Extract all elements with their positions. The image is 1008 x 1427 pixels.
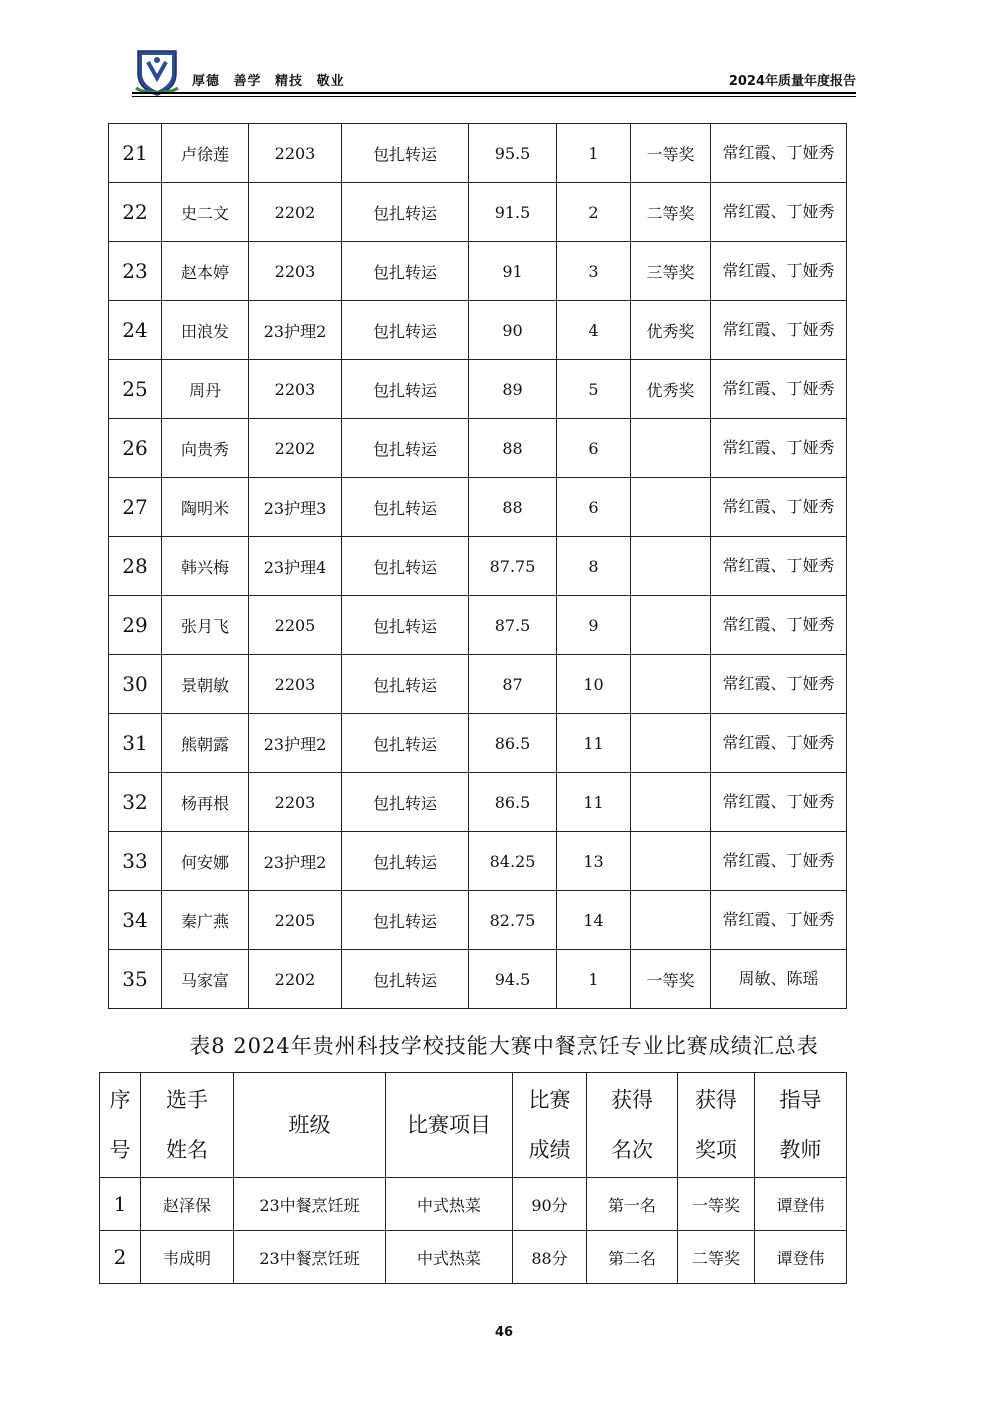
cell-class: 23中餐烹饪班 (234, 1231, 386, 1284)
cooking-results-table (99, 1072, 847, 1284)
page-number: 46 (494, 1325, 514, 1340)
cell-award: 优秀奖 (631, 301, 711, 360)
header-score: 比赛成绩 (513, 1073, 587, 1178)
cell-award (631, 596, 711, 655)
cell-score: 95.5 (469, 124, 557, 183)
cell-project: 包扎转运 (342, 301, 469, 360)
cell-score: 86.5 (469, 773, 557, 832)
cell-class: 2202 (249, 419, 342, 478)
cell-class: 2205 (249, 596, 342, 655)
table-row (109, 537, 847, 596)
cell-name: 周丹 (162, 360, 249, 419)
cell-rank: 第一名 (587, 1178, 678, 1231)
cell-award (631, 773, 711, 832)
cell-no: 21 (109, 124, 162, 183)
cell-award: 一等奖 (631, 950, 711, 1009)
cell-score: 82.75 (469, 891, 557, 950)
cell-no: 23 (109, 242, 162, 301)
cell-project: 包扎转运 (342, 891, 469, 950)
cooking-results-body (100, 1178, 847, 1284)
cell-teacher: 常红霞、丁娅秀 (711, 301, 847, 360)
cell-rank: 9 (557, 596, 631, 655)
table-row (109, 655, 847, 714)
header-name: 选手姓名 (141, 1073, 234, 1178)
table-row (109, 183, 847, 242)
cell-award: 优秀奖 (631, 360, 711, 419)
cell-project: 包扎转运 (342, 655, 469, 714)
cell-no: 35 (109, 950, 162, 1009)
report-title: 2024年质量年度报告 (728, 74, 856, 89)
cell-no: 26 (109, 419, 162, 478)
table-row (109, 301, 847, 360)
cell-name: 杨再根 (162, 773, 249, 832)
table-caption: 表8 2024年贵州科技学校技能大赛中餐烹饪专业比赛成绩汇总表 (189, 1034, 819, 1058)
cell-name: 何安娜 (162, 832, 249, 891)
header-project: 比赛项目 (386, 1073, 513, 1178)
table-row (109, 242, 847, 301)
cell-name: 熊朝露 (162, 714, 249, 773)
cell-rank: 1 (557, 124, 631, 183)
cell-score: 88 (469, 419, 557, 478)
cell-score: 86.5 (469, 714, 557, 773)
header-rule (132, 92, 856, 94)
cell-teacher: 常红霞、丁娅秀 (711, 773, 847, 832)
cell-teacher: 谭登伟 (755, 1231, 847, 1284)
cell-name: 赵本婷 (162, 242, 249, 301)
cell-rank: 6 (557, 419, 631, 478)
cell-project: 包扎转运 (342, 537, 469, 596)
cell-project: 中式热菜 (386, 1178, 513, 1231)
page-header (132, 48, 856, 98)
table-row (109, 773, 847, 832)
cell-name: 赵泽保 (141, 1178, 234, 1231)
header-class: 班级 (234, 1073, 386, 1178)
cell-teacher: 常红霞、丁娅秀 (711, 596, 847, 655)
table-row (109, 360, 847, 419)
cell-rank: 1 (557, 950, 631, 1009)
cell-score: 87.5 (469, 596, 557, 655)
table-row (109, 596, 847, 655)
cell-teacher: 常红霞、丁娅秀 (711, 419, 847, 478)
cell-teacher: 常红霞、丁娅秀 (711, 360, 847, 419)
cell-teacher: 周敏、陈瑶 (711, 950, 847, 1009)
cell-score: 94.5 (469, 950, 557, 1009)
table-row (109, 950, 847, 1009)
cell-class: 2203 (249, 360, 342, 419)
cell-project: 包扎转运 (342, 478, 469, 537)
cell-name: 韦成明 (141, 1231, 234, 1284)
cell-name: 马家富 (162, 950, 249, 1009)
cell-no: 1 (100, 1178, 141, 1231)
cell-rank: 10 (557, 655, 631, 714)
cell-no: 28 (109, 537, 162, 596)
cell-teacher: 常红霞、丁娅秀 (711, 714, 847, 773)
cell-score: 87 (469, 655, 557, 714)
cell-no: 34 (109, 891, 162, 950)
table-row (100, 1178, 847, 1231)
cell-score: 89 (469, 360, 557, 419)
cell-project: 包扎转运 (342, 773, 469, 832)
cell-teacher: 常红霞、丁娅秀 (711, 891, 847, 950)
cell-award (631, 537, 711, 596)
cell-class: 23护理2 (249, 714, 342, 773)
table-row (109, 832, 847, 891)
cell-rank: 8 (557, 537, 631, 596)
cell-award (631, 419, 711, 478)
cell-class: 23护理2 (249, 832, 342, 891)
cell-name: 史二文 (162, 183, 249, 242)
cell-score: 88分 (513, 1231, 587, 1284)
cell-award (631, 714, 711, 773)
header-no: 序号 (100, 1073, 141, 1178)
table-row (100, 1231, 847, 1284)
cell-rank: 11 (557, 773, 631, 832)
cell-score: 91 (469, 242, 557, 301)
table-header-row (100, 1073, 847, 1178)
cell-class: 2202 (249, 183, 342, 242)
cell-class: 23护理2 (249, 301, 342, 360)
cell-class: 23护理3 (249, 478, 342, 537)
cell-score: 91.5 (469, 183, 557, 242)
nursing-results-table (108, 123, 847, 1009)
cell-project: 包扎转运 (342, 419, 469, 478)
cell-teacher: 谭登伟 (755, 1178, 847, 1231)
school-logo-icon (134, 48, 180, 96)
cell-name: 田浪发 (162, 301, 249, 360)
table-row (109, 478, 847, 537)
cell-award: 二等奖 (678, 1231, 755, 1284)
cell-no: 27 (109, 478, 162, 537)
cell-name: 向贵秀 (162, 419, 249, 478)
table-row (109, 714, 847, 773)
cell-score: 87.75 (469, 537, 557, 596)
cell-rank: 13 (557, 832, 631, 891)
cell-award: 一等奖 (631, 124, 711, 183)
cell-score: 84.25 (469, 832, 557, 891)
cell-no: 25 (109, 360, 162, 419)
header-rank: 获得名次 (587, 1073, 678, 1178)
cell-rank: 5 (557, 360, 631, 419)
cell-project: 包扎转运 (342, 832, 469, 891)
cell-class: 2203 (249, 124, 342, 183)
cell-rank: 6 (557, 478, 631, 537)
cell-class: 2203 (249, 655, 342, 714)
cell-class: 23护理4 (249, 537, 342, 596)
cell-rank: 3 (557, 242, 631, 301)
cell-award: 二等奖 (631, 183, 711, 242)
cell-rank: 第二名 (587, 1231, 678, 1284)
cell-no: 29 (109, 596, 162, 655)
cell-no: 24 (109, 301, 162, 360)
cell-class: 23中餐烹饪班 (234, 1178, 386, 1231)
cell-no: 30 (109, 655, 162, 714)
cell-project: 包扎转运 (342, 242, 469, 301)
cell-award (631, 832, 711, 891)
cell-teacher: 常红霞、丁娅秀 (711, 832, 847, 891)
cell-project: 包扎转运 (342, 360, 469, 419)
cell-award: 三等奖 (631, 242, 711, 301)
cell-name: 景朝敏 (162, 655, 249, 714)
cell-no: 2 (100, 1231, 141, 1284)
cell-project: 包扎转运 (342, 596, 469, 655)
cell-class: 2203 (249, 773, 342, 832)
cell-name: 张月飞 (162, 596, 249, 655)
cell-score: 90 (469, 301, 557, 360)
cell-name: 韩兴梅 (162, 537, 249, 596)
cell-award: 一等奖 (678, 1178, 755, 1231)
cell-rank: 4 (557, 301, 631, 360)
cell-teacher: 常红霞、丁娅秀 (711, 183, 847, 242)
cell-score: 90分 (513, 1178, 587, 1231)
header-award: 获得奖项 (678, 1073, 755, 1178)
cell-project: 包扎转运 (342, 950, 469, 1009)
cell-project: 中式热菜 (386, 1231, 513, 1284)
header-rule-thin (132, 96, 856, 97)
cell-teacher: 常红霞、丁娅秀 (711, 124, 847, 183)
cell-no: 22 (109, 183, 162, 242)
cell-no: 32 (109, 773, 162, 832)
cell-project: 包扎转运 (342, 124, 469, 183)
cell-award (631, 891, 711, 950)
cell-teacher: 常红霞、丁娅秀 (711, 537, 847, 596)
cell-rank: 2 (557, 183, 631, 242)
cell-name: 陶明米 (162, 478, 249, 537)
school-motto: 厚德 善学 精技 敬业 (192, 74, 345, 89)
table-row (109, 419, 847, 478)
cell-teacher: 常红霞、丁娅秀 (711, 242, 847, 301)
cell-project: 包扎转运 (342, 714, 469, 773)
cell-score: 88 (469, 478, 557, 537)
cell-rank: 14 (557, 891, 631, 950)
table-row (109, 124, 847, 183)
cell-name: 卢徐莲 (162, 124, 249, 183)
cell-class: 2205 (249, 891, 342, 950)
nursing-results-body (109, 124, 847, 1009)
cell-rank: 11 (557, 714, 631, 773)
cell-teacher: 常红霞、丁娅秀 (711, 478, 847, 537)
table-row (109, 891, 847, 950)
cell-class: 2203 (249, 242, 342, 301)
cell-project: 包扎转运 (342, 183, 469, 242)
cell-teacher: 常红霞、丁娅秀 (711, 655, 847, 714)
cell-class: 2202 (249, 950, 342, 1009)
cell-award (631, 655, 711, 714)
cell-no: 31 (109, 714, 162, 773)
cell-no: 33 (109, 832, 162, 891)
header-teacher: 指导教师 (755, 1073, 847, 1178)
cell-name: 秦广燕 (162, 891, 249, 950)
cell-award (631, 478, 711, 537)
